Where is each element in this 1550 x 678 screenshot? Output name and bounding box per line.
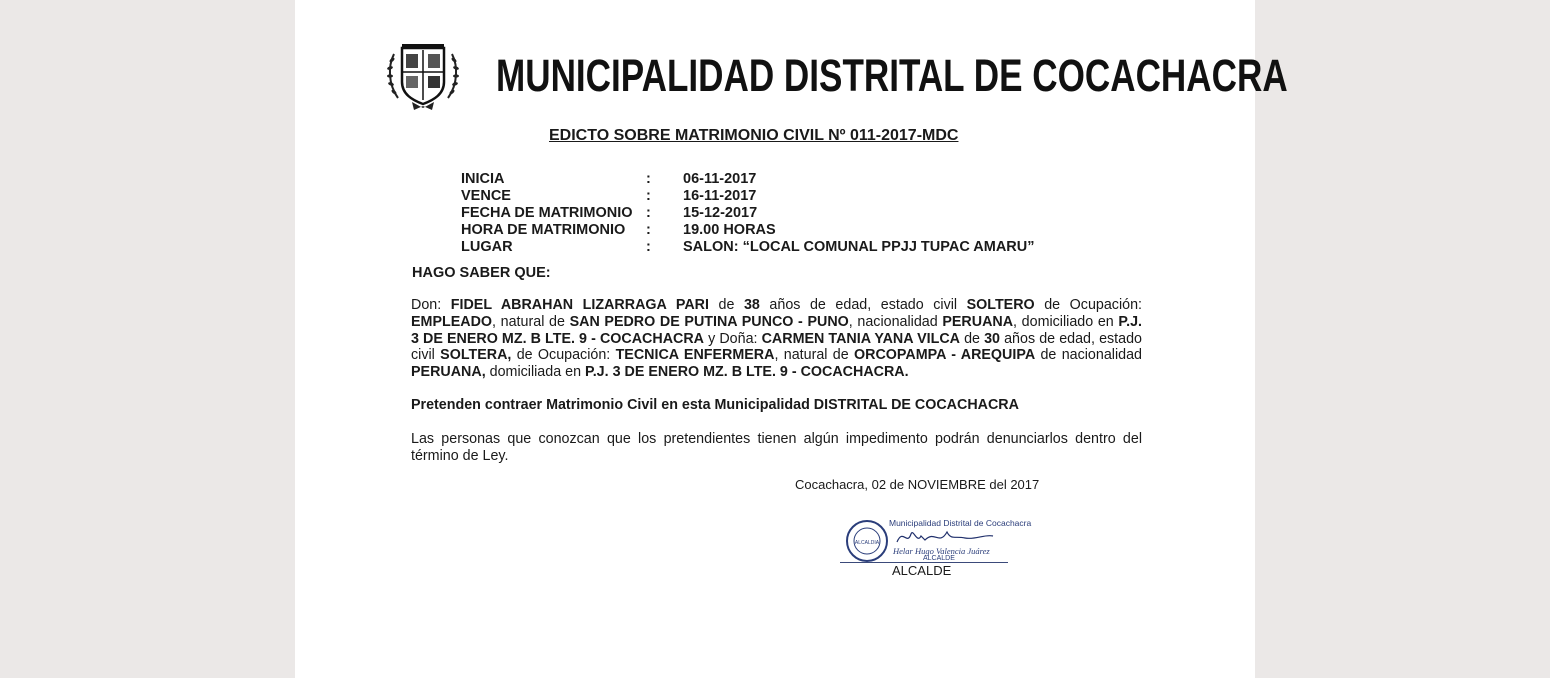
text: de nacionalidad: [1035, 347, 1142, 364]
text: y Doña:: [704, 330, 762, 347]
text: años de edad, estado civil: [759, 297, 967, 313]
info-value: 06-11-2017: [683, 171, 757, 187]
info-value: 19.00 HORAS: [683, 222, 776, 238]
signatory-name: Helar Hugo Valencia Juárez: [893, 546, 990, 556]
text: de: [960, 330, 985, 347]
info-label: FECHA DE MATRIMONIO: [461, 205, 633, 221]
edict-title: EDICTO SOBRE MATRIMONIO CIVIL Nº 011-2017-MDC: [549, 127, 959, 144]
info-label: INICIA: [461, 171, 505, 187]
couple-details-paragraph: [411, 297, 1142, 381]
info-value: 15-12-2017: [683, 205, 758, 221]
bride-address: P.J. 3 DE ENERO MZ. B LTE. 9 - COCACHACRA.: [585, 364, 909, 381]
info-value: SALON: “LOCAL COMUNAL PPJJ TUPAC AMARU”: [683, 239, 1035, 255]
info-label: VENCE: [461, 188, 511, 204]
bride-origin: ORCOPAMPA - AREQUIPA: [854, 347, 1036, 364]
institution-title: MUNICIPALIDAD DISTRITAL DE COCACHACRA: [496, 50, 1288, 101]
signatory-role-stamp: ALCALDE: [923, 555, 955, 562]
groom-occupation: EMPLEADO: [411, 313, 493, 330]
seal-stamp-icon: [845, 519, 889, 563]
info-value: 16-11-2017: [683, 188, 757, 204]
info-separator: :: [646, 239, 651, 255]
text: años de edad, estado civil: [411, 330, 1142, 364]
text: Don:: [411, 297, 451, 313]
bride-occupation: TECNICA ENFERMERA: [615, 347, 775, 364]
info-separator: :: [646, 222, 651, 238]
groom-origin: SAN PEDRO DE PUTINA PUNCO - PUNO: [569, 313, 849, 330]
stamp-organization: Municipalidad Distrital de Cocachacra: [889, 518, 1032, 528]
text: , natural de: [492, 313, 570, 330]
info-label: HORA DE MATRIMONIO: [461, 222, 626, 238]
impediment-notice: Las personas que conozcan que los pretendientes tienen algún impedimento podrán denunciarlos dentro del término de Ley.: [411, 431, 1142, 464]
svg-text:ALCALDIA: ALCALDIA: [854, 540, 880, 546]
text: , nacionalidad: [848, 313, 943, 330]
info-separator: :: [646, 205, 651, 221]
place-date: Cocachacra, 02 de NOVIEMBRE del 2017: [795, 477, 1040, 492]
groom-age: 38: [743, 297, 760, 313]
bride-status: SOLTERA,: [440, 347, 512, 364]
text: de Ocupación:: [511, 347, 616, 364]
handwritten-signature: [895, 526, 995, 548]
coat-of-arms-icon: [386, 42, 460, 112]
groom-name: FIDEL ABRAHAN LIZARRAGA PARI: [450, 297, 709, 313]
info-label: LUGAR: [461, 239, 513, 255]
info-separator: :: [646, 171, 651, 187]
signatory-role: ALCALDE: [892, 563, 952, 578]
bride-name: CARMEN TANIA YANA VILCA: [761, 330, 961, 347]
text: , domiciliado en: [1013, 313, 1119, 330]
info-separator: :: [646, 188, 651, 204]
groom-status: SOLTERO: [966, 297, 1035, 313]
announcement-heading: HAGO SABER QUE:: [412, 265, 551, 281]
text: , natural de: [774, 347, 855, 364]
text: de: [708, 297, 744, 313]
text: de Ocupación:: [1034, 297, 1142, 313]
intent-statement: Pretenden contraer Matrimonio Civil en esta Municipalidad DISTRITAL DE COCACHACRA: [411, 397, 1019, 413]
groom-nationality: PERUANA: [942, 313, 1014, 330]
bride-age: 30: [984, 330, 1001, 347]
groom-address: P.J. 3 DE ENERO MZ. B LTE. 9 - COCACHACRA: [411, 313, 1142, 347]
text: domiciliada en: [485, 364, 586, 381]
bride-nationality: PERUANA,: [411, 364, 486, 381]
